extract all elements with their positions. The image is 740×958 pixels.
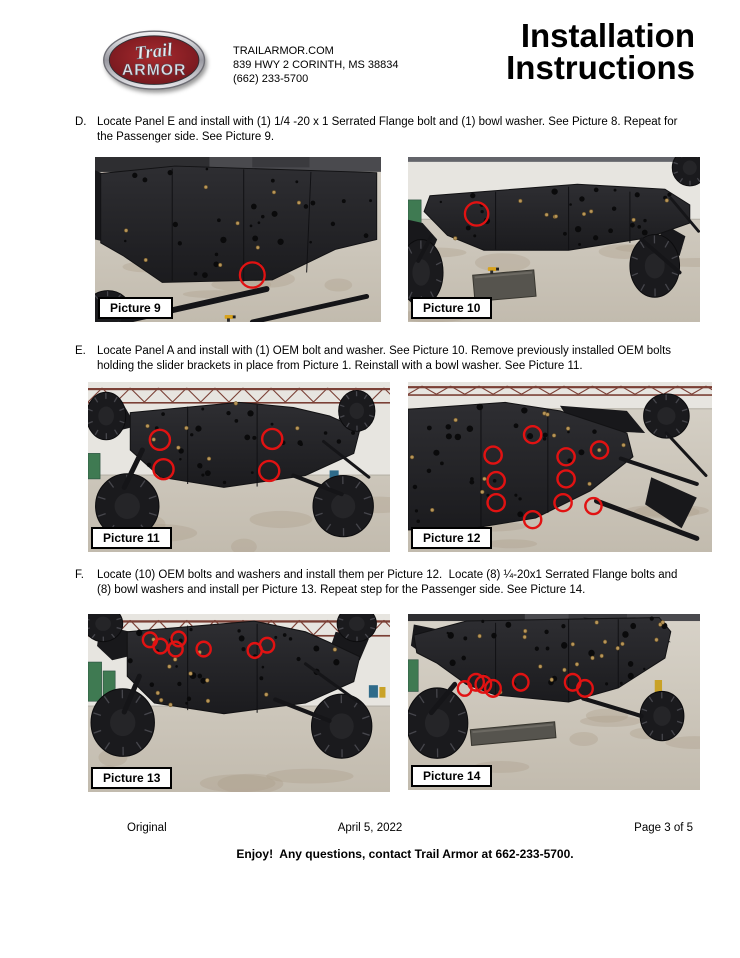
photo-picture-13 [88,614,390,792]
trail-armor-logo [100,28,212,96]
picture-13-label: Picture 13 [91,767,172,789]
page-number: Page 3 of 5 [634,822,693,834]
step-d [75,115,690,145]
page-title [506,17,695,86]
photo-picture-14 [408,614,700,790]
step-f-letter: F. [75,569,84,581]
picture-11-label: Picture 11 [91,527,172,549]
step-d-text: Locate Panel E and install with (1) 1/4 -20 x 1 Serrated Flange bolt and (1) bowl washer. See Picture 8. Repeat for the Passenger side. See Picture 9. [97,116,678,143]
photo-row-1 [95,157,740,322]
title-line-1: Installation [520,17,695,54]
photo-picture-10 [408,157,700,322]
date-label: April 5, 2022 [337,822,403,834]
picture-14-image [408,614,700,790]
header [0,0,740,100]
picture-12-label: Picture 12 [411,527,492,549]
company-website: TRAILARMOR.COM [233,45,334,57]
step-e [75,344,690,374]
title-line-2: Instructions [506,49,695,86]
logo-trail-text: Trail [133,39,174,65]
footer [0,822,740,861]
photo-picture-12 [408,382,712,552]
step-f-text: Locate (10) OEM bolts and washers and install them per Picture 12. Locate (8) ¼-20x1 Serrated Flange bolts and (8) bowl washers and install per Picture 13. Repeat step for the Passenger side. See Picture 14. [97,569,678,596]
step-e-letter: E. [75,345,86,357]
revision-label: Original [127,822,167,834]
company-phone: (662) 233-5700 [233,73,309,85]
contact-note: Enjoy! Any questions, contact Trail Armor at 662-233-5700. [236,847,574,861]
logo-armor-text: ARMOR [121,62,187,80]
step-e-text: Locate Panel A and install with (1) OEM bolt and washer. See Picture 10. Remove previously installed OEM bolts holding the slider brackets in place from Picture 1. Reinstall with a bowl washer. See Picture 11. [97,345,672,372]
company-info [233,44,398,86]
photo-picture-9 [95,157,381,322]
footer-meta [0,822,740,834]
photo-row-3 [88,614,740,792]
step-f [75,568,690,598]
photo-picture-11 [88,382,390,552]
picture-13-image [88,614,390,792]
step-d-letter: D. [75,116,87,128]
photo-row-2 [88,382,740,552]
company-address: 839 HWY 2 CORINTH, MS 38834 [233,59,399,71]
instructions-body [0,115,740,792]
picture-14-label: Picture 14 [411,765,492,787]
picture-9-label: Picture 9 [98,297,173,319]
picture-10-label: Picture 10 [411,297,492,319]
